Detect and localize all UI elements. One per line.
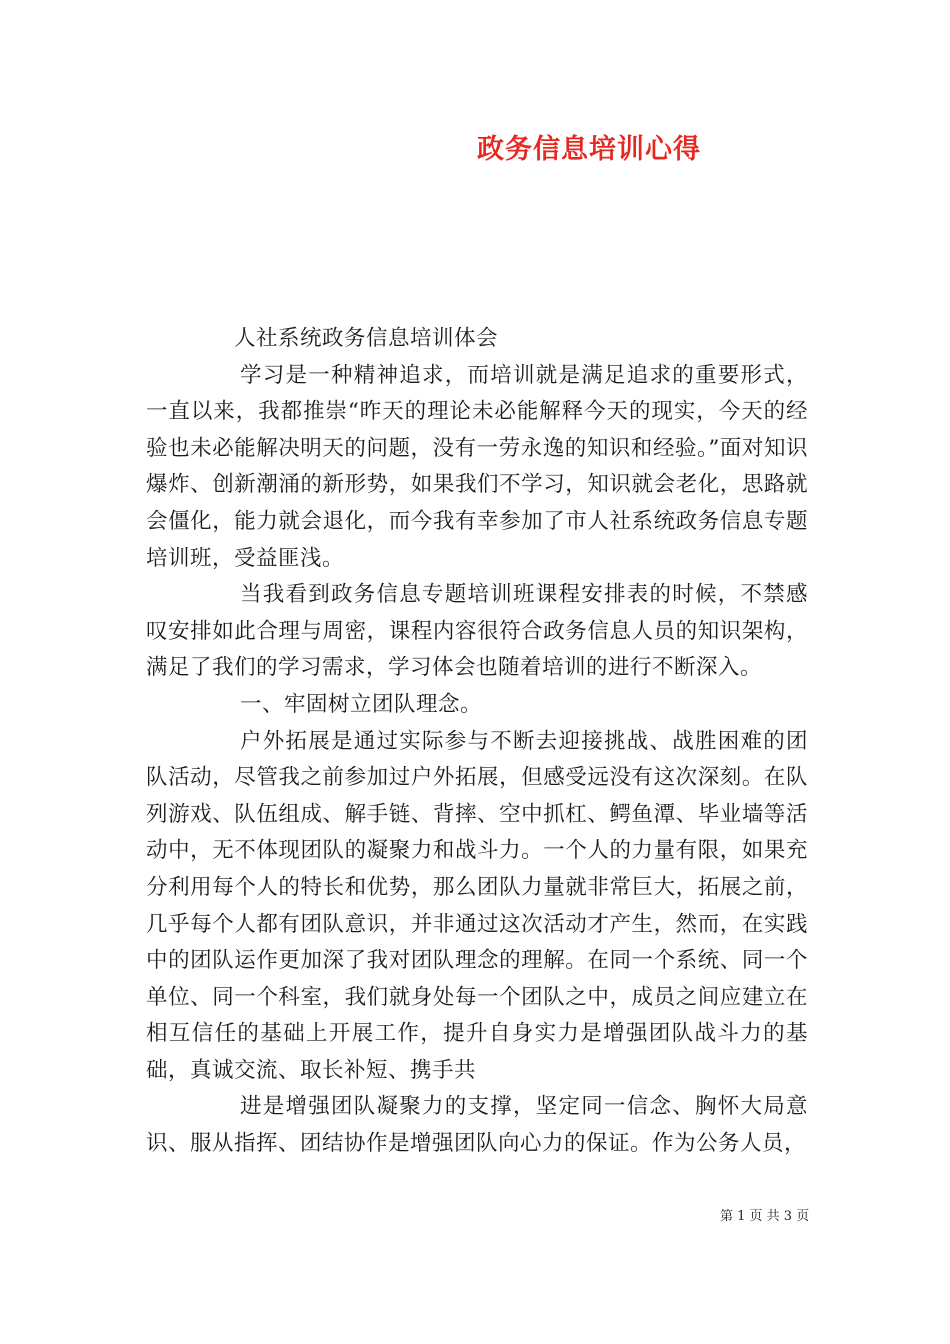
page-footer — [720, 1205, 809, 1224]
paragraph-3: 户外拓展是通过实际参与不断去迎接挑战、战胜困难的团队活动，尽管我之前参加过户外拓展，但感受远没有这次深刻。在队列游戏、队伍组成、解手链、背摔、空中抓杠、鳄鱼潭、毕业墙等活动中，无不体现团队的凝聚力和战斗力。一个人的力量有限，如果充分利用每个人的特长和优势，那么团队力量就非常巨大，拓展之前，几乎每个人都有团队意识，并非通过这次活动才产生，然而，在实践中的团队运作更加深了我对团队理念的理解。在同一个系统、同一个单位、同一个科室，我们就身处每一个团队之中，成员之间应建立在相互信任的基础上开展工作，提升自身实力是增强团队战斗力的基础，真诚交流、取长补短、携手共 — [146, 728, 808, 1083]
paragraph-2: 当我看到政务信息专题培训班课程安排表的时候，不禁感叹安排如此合理与周密，课程内容很符合政务信息人员的知识架构，满足了我们的学习需求，学习体会也随着培训的进行不断深入。 — [146, 582, 808, 681]
document-body — [146, 321, 808, 1163]
section-heading-1: 一、牢固树立团队理念。 — [240, 691, 483, 717]
page-number-label: 第 1 页 共 3 页 — [720, 1209, 810, 1224]
document-title: 政务信息培训心得 — [477, 134, 701, 165]
paragraph-4: 进是增强团队凝聚力的支撑，坚定同一信念、胸怀大局意识、服从指挥、团结协作是增强团队向心力的保证。作为公务人员， — [146, 1094, 808, 1157]
paragraph-1: 学习是一种精神追求，而培训就是满足追求的重要形式，一直以来，我都推崇“昨天的理论未必能解释今天的现实，今天的经验也未必能解决明天的问题，没有一劳永逸的知识和经验。”面对知识爆炸、创新潮涌的新形势，如果我们不学习，知识就会老化，思路就会僵化，能力就会退化，而今我有幸参加了市人社系统政务信息专题培训班，受益匪浅。 — [146, 362, 808, 571]
paragraph-subtitle: 人社系统政务信息培训体会 — [234, 326, 499, 351]
